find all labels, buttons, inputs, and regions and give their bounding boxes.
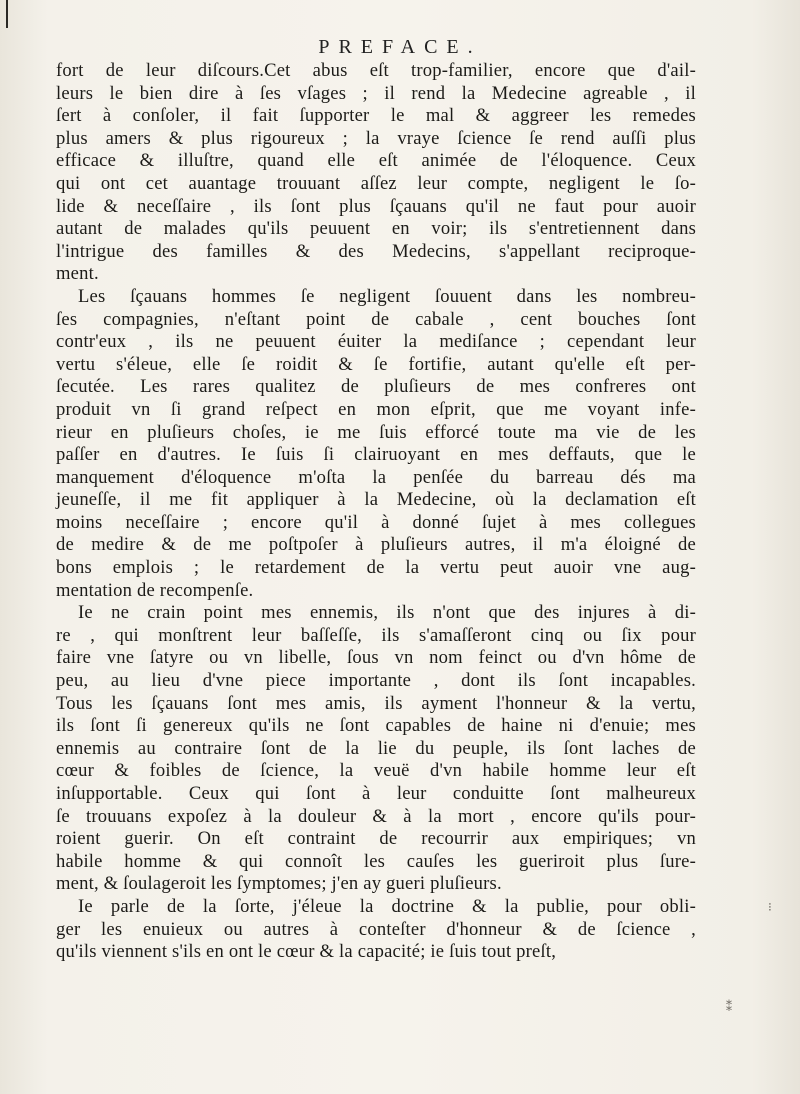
text-line: roient guerir. On eſt contraint de recourrir aux empiriques; vn	[56, 828, 696, 850]
page-edge-rule	[6, 0, 8, 28]
text-line: rieur en pluſieurs choſes, ie me ſuis efforcé toute ma vie de les	[56, 421, 696, 443]
text-line: leurs le bien dire à ſes vſages ; il rend la Medecine agreable , il	[56, 82, 696, 104]
text-line: ennemis au contraire ſont de la lie du peuple, ils ſont laches de	[56, 737, 696, 759]
text-line: plus amers & plus rigoureux ; la vraye ſcience ſe rend auſſi plus	[56, 127, 696, 149]
text-line: lide & neceſſaire , ils ſont plus ſçauans qu'il ne faut pour auoir	[56, 195, 696, 217]
text-line: bons emplois ; le retardement de la vertu peut auoir vne aug-	[56, 557, 696, 579]
text-line: cœur & foibles de ſcience, la veuë d'vn habile homme leur eſt	[56, 760, 696, 782]
text-line: de medire & de me poſtpoſer à pluſieurs autres, il m'a éloigné de	[56, 534, 696, 556]
text-line: jeuneſſe, il me fit appliquer à la Medecine, où la declamation eſt	[56, 489, 696, 511]
text-line: habile homme & qui connoît les cauſes les gueriroit plus ſure-	[56, 850, 696, 872]
text-line: ment, & ſoulageroit les ſymptomes; j'en ay gueri pluſieurs.	[56, 873, 502, 895]
text-line: vertu s'éleue, elle ſe roidit & ſe fortifie, autant qu'elle eſt per-	[56, 353, 696, 375]
margin-mark: ⁝	[768, 900, 772, 914]
text-line: faire vne ſatyre ou vn libelle, ſous vn nom feinct ou d'vn hôme de	[56, 647, 696, 669]
text-line: moins neceſſaire ; encore qu'il à donné ſujet à mes collegues	[56, 511, 696, 533]
text-line: efficace & illuſtre, quand elle eſt animée de l'éloquence. Ceux	[56, 150, 696, 172]
text-line: re , qui monſtrent leur baſſeſſe, ils s'amaſſeront cinq ou ſix pour	[56, 624, 696, 646]
text-line: produit vn ſi grand reſpect en mon eſprit, que me voyant infe-	[56, 398, 696, 420]
text-line: qui ont cet auantage trouuant aſſez leur compte, negligent le ſo-	[56, 172, 696, 194]
text-line: ſert à conſoler, il fait ſupporter le mal & aggreer les remedes	[56, 105, 696, 127]
text-line: ils ſont ſi genereux qu'ils ne ſont capables de haine ni d'enuie; mes	[56, 715, 696, 737]
page-header: PREFACE.	[318, 36, 482, 58]
text-line: Ie parle de la ſorte, j'éleue la doctrine & la publie, pour obli-	[78, 895, 696, 917]
paragraph	[56, 896, 696, 964]
text-line: ſes compagnies, n'eſtant point de cabale , cent bouches ſont	[56, 308, 696, 330]
text-line: mentation de recompenſe.	[56, 579, 254, 601]
body-text	[56, 60, 696, 964]
text-line: ment.	[56, 263, 99, 285]
text-line: Tous les ſçauans ſont mes amis, ils ayment l'honneur & la vertu,	[56, 692, 696, 714]
text-line: ger les enuieux ou autres à conteſter d'honneur & de ſcience ,	[56, 918, 696, 940]
paragraph	[56, 602, 696, 896]
text-line: Les ſçauans hommes ſe negligent ſouuent dans les nombreu-	[78, 285, 696, 307]
text-line: paſſer en d'autres. Ie ſuis ſi clairuoyant en mes deffauts, que le	[56, 444, 696, 466]
text-line: manquement d'éloquence m'oſta la penſée du barreau dés ma	[56, 466, 696, 488]
paragraph	[56, 286, 696, 602]
text-line: fort de leur diſcours.Cet abus eſt trop-familier, encore que d'ail-	[56, 60, 696, 81]
text-line: autant de malades qu'ils peuuent en voir; ils s'entretiennent dans	[56, 218, 696, 240]
text-line: peu, au lieu d'vne piece importante , dont ils ſont incapables.	[56, 670, 696, 692]
margin-mark: ⁑	[726, 1000, 732, 1014]
paragraph	[56, 60, 696, 286]
text-line: Ie ne crain point mes ennemis, ils n'ont que des injures à di-	[78, 602, 696, 624]
text-line: ſecutée. Les rares qualitez de pluſieurs de mes confreres ont	[56, 376, 696, 398]
text-line: qu'ils viennent s'ils en ont le cœur & la capacité; ie ſuis tout preſt,	[56, 941, 557, 963]
text-line: ſe trouuans expoſez à la douleur & à la mort , encore qu'ils pour-	[56, 805, 696, 827]
text-line: l'intrigue des familles & des Medecins, s'appellant reciproque-	[56, 240, 696, 262]
text-line: inſupportable. Ceux qui ſont à leur conduitte ſont malheureux	[56, 783, 696, 804]
text-line: contr'eux , ils ne peuuent éuiter la mediſance ; cependant leur	[56, 331, 696, 353]
